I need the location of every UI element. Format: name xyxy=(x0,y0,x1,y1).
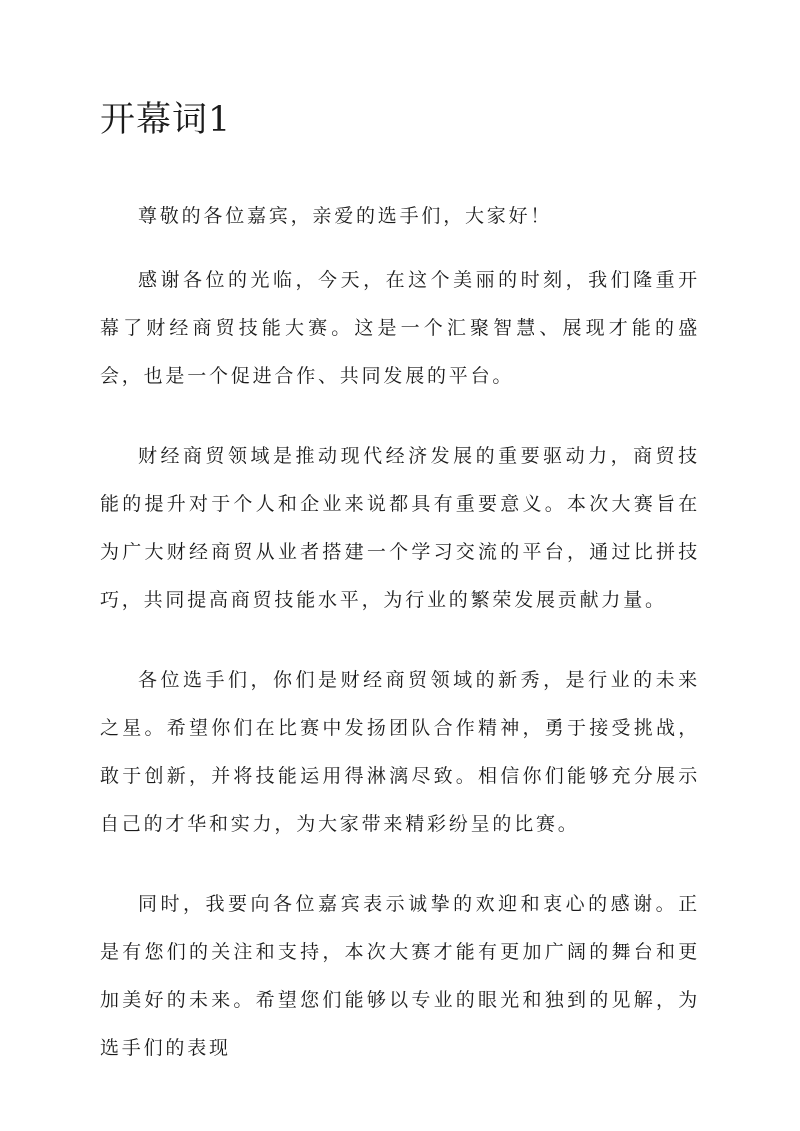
page-title: 开幕词1 xyxy=(100,100,232,140)
paragraph-purpose: 财经商贸领域是推动现代经济发展的重要驱动力，商贸技能的提升对于个人和企业来说都具有重要意义。本次大赛旨在为广大财经商贸从业者搭建一个学习交流的平台，通过比拼技巧，共同提高商贸技能水平，为行业的繁荣发展贡献力量。 xyxy=(100,445,700,611)
document-body xyxy=(100,192,700,1072)
paragraph-welcome: 感谢各位的光临，今天，在这个美丽的时刻，我们隆重开幕了财经商贸技能大赛。这是一个汇聚智慧、展现才能的盛会，也是一个促进合作、共同发展的平台。 xyxy=(100,269,700,387)
paragraph-thanks: 同时，我要向各位嘉宾表示诚挚的欢迎和衷心的感谢。正是有您们的关注和支持，本次大赛才能有更加广阔的舞台和更加美好的未来。希望您们能够以专业的眼光和独到的见解，为选手们的表现 xyxy=(100,893,700,1059)
paragraph-contestants: 各位选手们，你们是财经商贸领域的新秀，是行业的未来之星。希望你们在比赛中发扬团队合作精神，勇于接受挑战，敢于创新，并将技能运用得淋漓尽致。相信你们能够充分展示自己的才华和实力，为大家带来精彩纷呈的比赛。 xyxy=(100,669,700,835)
paragraph-greeting: 尊敬的各位嘉宾，亲爱的选手们，大家好！ xyxy=(138,205,553,227)
